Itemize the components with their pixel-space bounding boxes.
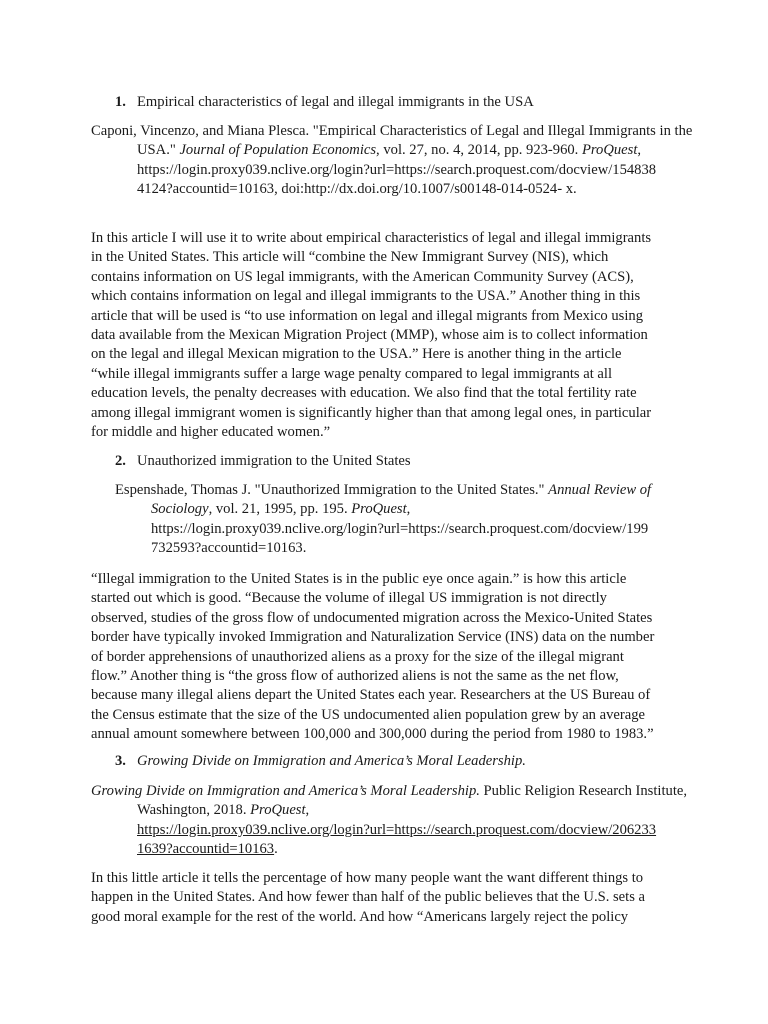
section-title: Growing Divide on Immigration and America’s Moral Leadership. [137,753,526,769]
citation-2 [115,481,713,559]
section-3-paragraph [91,869,677,927]
section-1-heading [115,93,715,112]
citation-database: ProQuest [250,802,306,819]
citation-authors: Espenshade, Thomas J. "Unauthorized Immigration to the United States." [115,482,549,498]
paragraph-line: border have typically invoked Immigration and Naturalization Service (INS) data on the number [91,629,655,646]
paragraph-line: article that will be used is “to use information on legal and illegal migrants from Mexico using [91,307,643,324]
citation-url-line: https://login.proxy039.nclive.org/login?url=https://search.proquest.com/docview/199 [151,520,649,537]
paragraph-line: observed, studies of the gross flow of undocumented migration across the Mexico-United States [91,609,653,626]
citation-title: Growing Divide on Immigration and America’s Moral Leadership. [91,783,480,799]
citation-end: . [274,841,278,858]
section-number: 3. [115,753,126,769]
paragraph-line: on the legal and illegal Mexican migration to the USA.” Here is another thing in the article [91,346,622,363]
citation-3 [91,782,723,860]
section-2-heading [115,452,715,471]
citation-authors: Caponi, Vincenzo, and Miana Plesca. "Empirical Characteristics of Legal and Illegal Immigrants in the USA." [91,123,693,159]
section-3-heading [115,752,715,771]
citation-url-link[interactable]: https://login.proxy039.nclive.org/login?url=https://search.proquest.com/docview/206233 [137,821,657,838]
paragraph-line: started out which is good. “Because the volume of illegal US immigration is not directly [91,590,607,607]
paragraph-line: In this little article it tells the percentage of how many people want the want different things to [91,870,644,886]
paragraph-line: because many illegal aliens depart the United States each year. Researchers at the US Bureau of [91,687,651,704]
paragraph-line: annual amount somewhere between 100,000 and 300,000 during the period from 1980 to 1983.” [91,726,654,743]
paragraph-line: good moral example for the rest of the world. And how “Americans largely reject the policy [91,908,629,925]
citation-url-line: , [637,142,642,159]
section-2-paragraph [91,570,677,745]
citation-separator: , [305,802,310,819]
citation-url-link[interactable]: 1639?accountid=10163 [137,841,275,858]
paragraph-line: which contains information on legal and illegal immigrants to the USA.” Another thing in this [91,288,641,305]
citation-details: , vol. 27, no. 4, 2014, pp. 923-960. [376,142,582,159]
paragraph-line: In this article I will use it to write about empirical characteristics of legal and illegal immigrants [91,230,652,246]
paragraph-line: data available from the Mexican Migration Project (MMP), whose aim is to collect information [91,327,648,344]
paragraph-line: “while illegal immigrants suffer a large wage penalty compared to legal immigrants at all [91,365,613,382]
citation-url-line: 732593?accountid=10163. [151,540,307,557]
section-title: Empirical characteristics of legal and illegal immigrants in the USA [137,94,534,110]
citation-journal: Journal of Population Economics [179,142,377,159]
paragraph-line: happen in the United States. And how fewer than half of the public believes that the U.S. sets a [91,889,646,906]
paragraph-line: in the United States. This article will “combine the New Immigrant Survey (NIS), which [91,249,609,266]
section-1-paragraph [91,229,677,442]
paragraph-line: contains information on US legal immigrants, with the American Community Survey (ACS), [91,268,634,285]
section-number: 2. [115,453,126,469]
section-title: Unauthorized immigration to the United States [137,453,411,469]
section-number: 1. [115,94,126,110]
citation-url-line: 4124?accountid=10163, doi:http://dx.doi.org/10.1007/s00148-014-0524- x. [137,181,577,198]
citation-journal: Annual Review of Sociology [151,482,652,518]
citation-url-line: https://login.proxy039.nclive.org/login?url=https://search.proquest.com/docview/154838 [137,161,657,178]
citation-publisher: Public Religion Research Institute, Washington, 2018. [137,783,688,819]
paragraph-line: flow.” Another thing is “the gross flow of authorized aliens is not the same as the net flow, [91,668,619,685]
paragraph-line: for middle and higher educated women.” [91,424,331,441]
paragraph-line: among illegal immigrant women is significantly higher than that among legal ones, in particular [91,404,652,421]
paragraph-line: “Illegal immigration to the United States is in the public eye once again.” is how this article [91,571,627,587]
citation-url-line: , [406,501,411,518]
paragraph-line: of border apprehensions of unauthorized aliens as a proxy for the size of the illegal migrant [91,648,624,665]
paragraph-line: the Census estimate that the size of the US undocumented alien population grew by an average [91,706,645,723]
citation-details: , vol. 21, 1995, pp. 195. [208,501,352,518]
paragraph-line: education levels, the penalty decreases with education. We also find that the total fertility rate [91,385,637,402]
citation-database: ProQuest [581,142,638,159]
citation-database: ProQuest [351,501,407,518]
citation-1 [91,122,723,200]
